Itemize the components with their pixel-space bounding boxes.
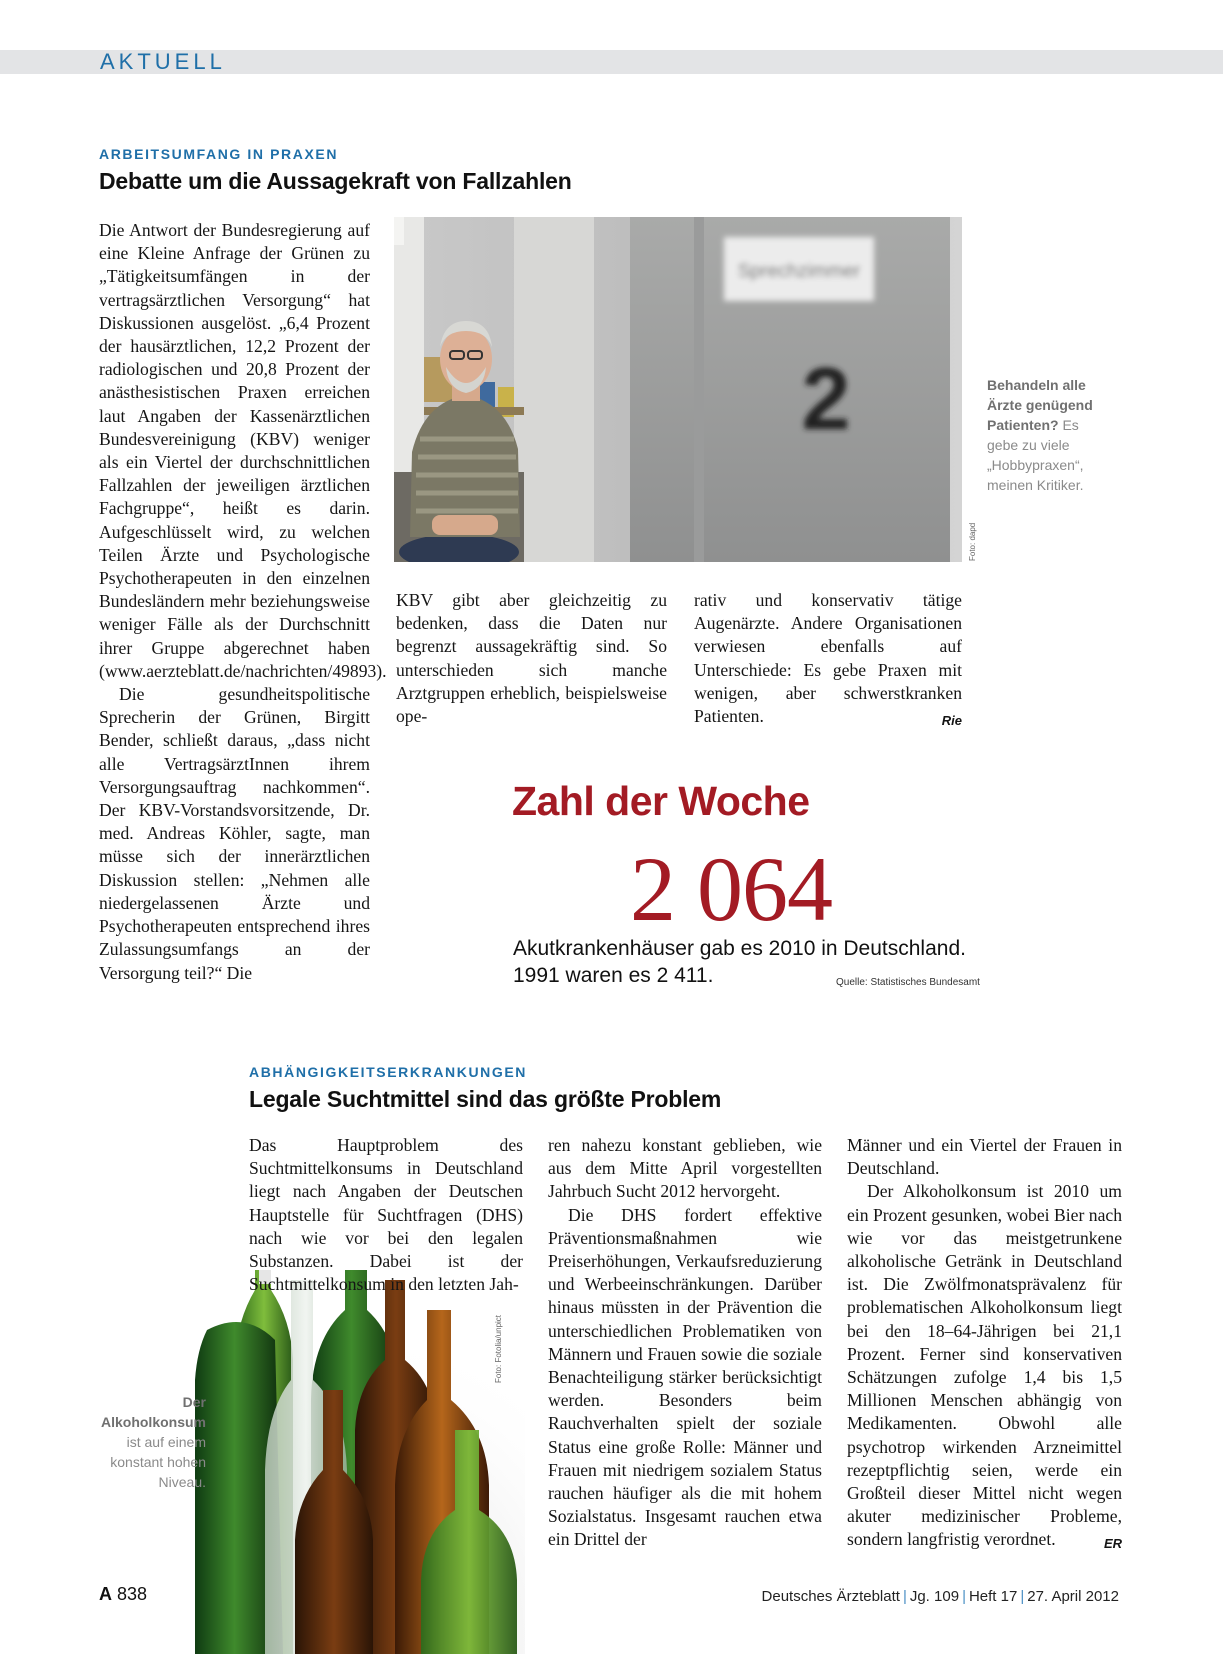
page-number (99, 1584, 147, 1605)
zahl-der-woche-number: 2 064 (630, 838, 832, 940)
article2-kicker: ABHÄNGIGKEITSERKRANKUNGEN (249, 1064, 528, 1080)
door-number: 2 (801, 349, 851, 448)
article2-photo-credit: Foto: Fotolia/unpict (494, 1314, 503, 1383)
caption-text: Es gebe zu viele „Hobbypraxen“, meinen Kritiker. (987, 417, 1084, 493)
article1-column-3 (694, 589, 962, 732)
article2-headline: Legale Suchtmittel sind das größte Problem (249, 1086, 722, 1112)
article1-headline: Debatte um die Aussagekraft von Fallzahlen (99, 168, 572, 194)
article1-photo (394, 217, 962, 562)
caption-text: ist auf einem konstant hohen Niveau. (110, 1434, 206, 1490)
article2-paragraph: Männer und ein Viertel der Frauen in Deutschland. (847, 1135, 1122, 1179)
article2-signature: ER (1103, 1536, 1122, 1552)
footer-separator: | (1020, 1588, 1025, 1605)
zahl-der-woche-line-2: 1991 waren es 2 411. (513, 964, 714, 987)
article1-paragraph: KBV gibt aber gleichzeitig zu bedenken, dass die Daten nur begrenzt aussagekräftig sind. So unterschieden sich manche Arztgruppen erheblich, beispielsweise ope- (396, 590, 667, 727)
journal-name: Deutsches Ärzteblatt (761, 1588, 900, 1605)
caption-bold: Behandeln alle Ärzte genügend Patienten? (987, 377, 1093, 433)
article1-paragraph (694, 589, 962, 728)
journal-volume: Jg. 109 (909, 1588, 960, 1605)
door-sign-text: Sprechzimmer (737, 261, 861, 282)
article2-paragraph: ren nahezu konstant geblieben, wie aus dem Mitte April vorgestellten Jahrbuch Sucht 2012 hervorgeht. (548, 1135, 822, 1202)
page-number-value: 838 (117, 1584, 148, 1604)
journal-issue: Heft 17 (968, 1588, 1018, 1605)
footer-separator: | (962, 1588, 966, 1605)
article2-column-1 (249, 1134, 523, 1296)
article2-paragraph (847, 1180, 1122, 1551)
article1-signature: Rie (941, 713, 962, 729)
page-prefix: A (99, 1584, 112, 1604)
article1-paragraph: Die gesundheitspolitische Sprecherin der Grünen, Birgitt Bender, schließt daraus, „dass nicht alle VertragsärztInnen ihrem Versorgungsauftrag nachkommen“. Der KBV-Vorstandsvorsitzende, Dr. med. Andreas Köhler, sagte, man müsse sich der innerärztlichen Diskussion stellen: „Nehmen alle niedergelassenen Ärzte und Psychotherapeuten entsprechend ihres Zulassungsumfangs an der Versorgung teil?“ Die (99, 684, 370, 983)
journal-date: 27. April 2012 (1027, 1588, 1119, 1605)
zahl-der-woche-line-1: Akutkrankenhäuser gab es 2010 in Deutschland. (513, 937, 966, 960)
article2-bottle-photo (195, 1270, 525, 1654)
article2-caption (88, 1392, 206, 1492)
article1-column-2 (396, 589, 667, 728)
section-label: AKTUELL (100, 49, 226, 74)
article2-paragraph: Die DHS fordert effektive Präventionsmaßnahmen wie Preiserhöhungen, Verkaufsreduzierung und Werbeeinschränkungen. Darüber hinaus müssten in der Prävention die unterschiedlichen Problematiken von Männern und Frauen sowie die soziale Benachteiligung stärker berücksichtigt werden. Besonders beim Rauchverhalten spielt der soziale Status eine große Rolle: Männer und Frauen mit niedrigem sozialem Status rauchen häufiger als die mit hohem Sozialstatus. Insgesamt rauchen etwa ein Drittel der (548, 1204, 822, 1550)
article1-paragraph: Die Antwort der Bundesregierung auf eine Kleine Anfrage der Grünen zu „Tätigkeitsumfängen in der vertragsärztlichen Versorgung“ hat Diskussionen ausgelöst. „6,4 Prozent der hausärztlichen, 12,2 Prozent der radiologischen und 20,8 Prozent der anästhesistischen Praxen erreichen laut Angaben der Kassenärztlichen Bundesvereinigung (KBV) weniger als ein Viertel der durchschnittlichen Fallzahlen der jeweiligen ärztlichen Fachgruppe“, heißt es darin. Aufgeschlüsselt wird, zu welchen Teilen Ärzte und Psychologische Psychotherapeuten in den einzelnen Bundesländern mehr beziehungsweise weniger Fälle als der Durchschnitt ihrer Gruppe abgerechnet haben (www.aerzteblatt.de/nachrichten/49893). (99, 220, 387, 681)
footer-separator: | (902, 1588, 907, 1605)
article2-column-3 (847, 1134, 1122, 1556)
article1-kicker: ARBEITSUMFANG IN PRAXEN (99, 146, 339, 162)
article1-paragraph-text: rativ und konservativ tätige Augenärzte. Andere Organisationen verwiesen ebenfalls auf Unterschiede: Es gebe Praxen mit wenigen, aber schwerstkranken Patienten. (694, 590, 962, 727)
article1-column-1 (99, 219, 387, 985)
article1-caption (987, 375, 1112, 495)
zahl-der-woche-title: Zahl der Woche (512, 778, 810, 824)
article1-photo-credit: Foto: dapd (968, 522, 977, 561)
article2-column-2 (548, 1134, 822, 1552)
article2-paragraph: Das Hauptproblem des Suchtmittelkonsums in Deutschland liegt nach Angaben der Deutschen Hauptstelle für Suchtfragen (DHS) nach wie vor bei den legalen Substanzen. Dabei ist der Suchtmittelkonsum in den letzten Jah- (249, 1135, 523, 1295)
caption-bold: Der Alkoholkonsum (100, 1394, 206, 1430)
article2-paragraph-text: Der Alkoholkonsum ist 2010 um ein Prozent gesunken, wobei Bier nach wie vor das meistgetrunkene alkoholische Getränk in Deutschland ist. Die Zwölfmonatsprävalenz für problematischen Alkoholkonsum liegt bei den 18–64-Jährigen bei 21,1 Prozent. Ferner sind konservativen Schätzungen zufolge 1,4 bis 1,5 Millionen Menschen abhängig von Medikamenten. Obwohl alle psychotrop wirkenden Arzneimittel rezeptpflichtig seien, werde ein Großteil dieser Mittel nicht wegen akuter medizinischer Probleme, sondern langfristig verordnet. (847, 1181, 1122, 1550)
zahl-der-woche-source: Quelle: Statistisches Bundesamt (836, 977, 980, 988)
footer-citation (762, 1588, 1119, 1605)
